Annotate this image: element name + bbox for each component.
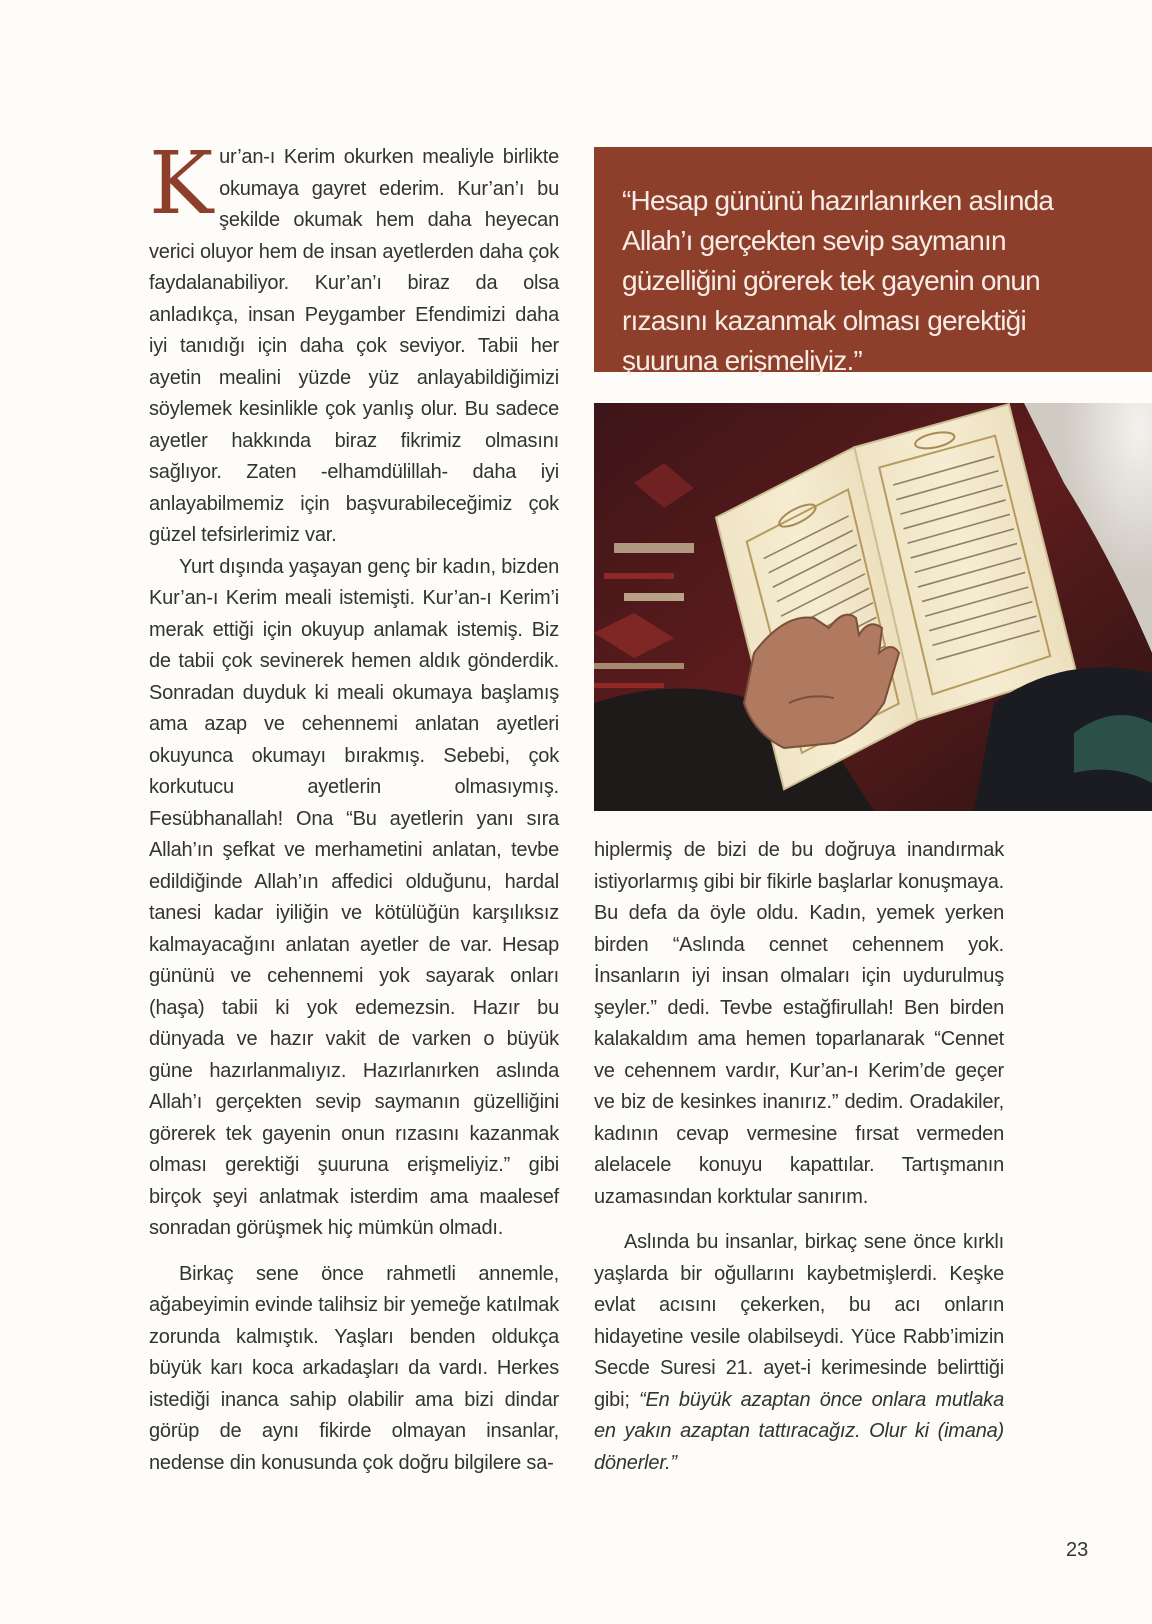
closing-paragraph-text: Aslında bu insanlar, birkaç sene önce kırklı yaşlarda bir oğullarını kaybetmişlerdi. Keşke evlat acısını çekerken, bu acı onların hidayetine vesile olabilseydi. Yüce Rabb’imizin Secde Suresi 21. ayet-i kerimesinde belirttiği gibi;	[594, 1231, 1004, 1411]
body-paragraph: hiplermiş de bizi de bu doğruya inandırmak istiyorlarmış gibi bir fikirle başlarlar konuşmaya. Bu defa da öyle oldu. Kadın, yemek yerken birden “Aslında cennet cehennem yok. İnsanların iyi insan olmaları için uydurulmuş şeyler.” dedi. Tevbe estağfirullah! Ben birden kalakaldım ama hemen toparlanarak “Cennet ve cehennem vardır, Kur’an-ı Kerim’de geçer ve biz de kesinkes inanırız.” dedim. Oradakiler, kadının cevap vermesine fırsat vermeden alelacele konuyu kapattılar. Tartışmanın uzamasından korktular sanırım.	[594, 839, 1004, 1208]
opening-paragraph	[149, 134, 559, 552]
body-paragraph: Birkaç sene önce rahmetli annemle, ağabeyimin evinde talihsiz bir yemeğe katılmak zorunda kalmıştık. Yaşları benden oldukça büyük karı koca arkadaşları da vardı. Herkes istediği inanca sahip olabilir ama bizi dindar görüp de aynı fikirde olmayan insanlar, nedense din konusunda çok doğru bilgilere sa-	[149, 1262, 559, 1474]
quran-reading-illustration	[594, 403, 1152, 811]
pull-quote-box	[594, 147, 1152, 376]
right-column	[594, 835, 1004, 1479]
quran-reading-photo	[594, 403, 1152, 811]
opening-paragraph-text: ur’an-ı Kerim okurken mealiyle birlikte okumaya gayret ederim. Kur’an’ı bu şekilde okumak hem daha heyecan verici oluyor hem de insan ayetlerden daha çok faydalanabiliyor. Kur’an’ı biraz da olsa anladıkça, insan Peygamber Efendimizi daha iyi tanıdığı için daha çok seviyor. Tabii her ayetin mealini yüzde yüz anlayabildiğimizi söylemek kesinlikle çok yanlış olur. Bu sadece ayetler hakkında biraz fikrimiz olmasını sağlıyor. Zaten -elhamdülillah- daha iyi anlayabilmemiz için başvurabileceğimiz çok güzel tefsirlerimiz var.	[149, 146, 559, 546]
body-paragraph: Yurt dışında yaşayan genç bir kadın, bizden Kur’an-ı Kerim meali istemişti. Kur’an-ı Kerim’i merak ettiği için okuyup anlamak istemiş. Biz de tabii çok sevinerek hemen aldık gönderdik. Sonradan duyduk ki meali okumaya başlamış ama azap ve cehennemi anlatan ayetleri okuyunca okumayı bırakmış. Sebebi, çok korkutucu ayetlerin olmasıymış. Fesübhanallah! Ona “Bu ayetlerin yanı sıra Allah’ın şefkat ve merhametini anlatan, tevbe edildiğinde Allah’ın affedici olduğunu, hardal tanesi kadar iyiliğin ve kötülüğün karşılıksız kalmayacağını anlatan ayetler de var. Hesap gününü ve cehennemi yok sayarak onları (haşa) tabii ki yok edemezsin. Hazır bu dünyada ve hazır vakit de varken o büyük güne hazırlanmalıyız. Hazırlanırken aslında Allah’ı gerçekten sevip saymanın güzelliğini görerek tek gayenin onun rızasını kazanmak olması gerektiği şuuruna erişmeliyiz.” gibi birçok şeyi anlatmak isterdim ama maalesef sonradan görüşmek hiç mümkün olmadı.	[149, 555, 559, 1239]
page-number: 23	[1066, 1539, 1089, 1561]
left-column	[149, 134, 559, 1479]
closing-paragraph	[594, 1227, 1004, 1479]
drop-cap: K	[149, 134, 214, 234]
verse-quote: “En büyük azaptan önce onlara mutlaka en yakın azaptan tattıracağız. Olur ki (imana) dönerler.”	[594, 1388, 1004, 1474]
pull-quote-text: “Hesap gününü hazırlanırken aslında Allah’ı gerçekten sevip saymanın güzelliğini görerek tek gayenin onun rızasını kazanmak olması gerektiği şuuruna erişmeliyiz.”	[622, 185, 1054, 376]
